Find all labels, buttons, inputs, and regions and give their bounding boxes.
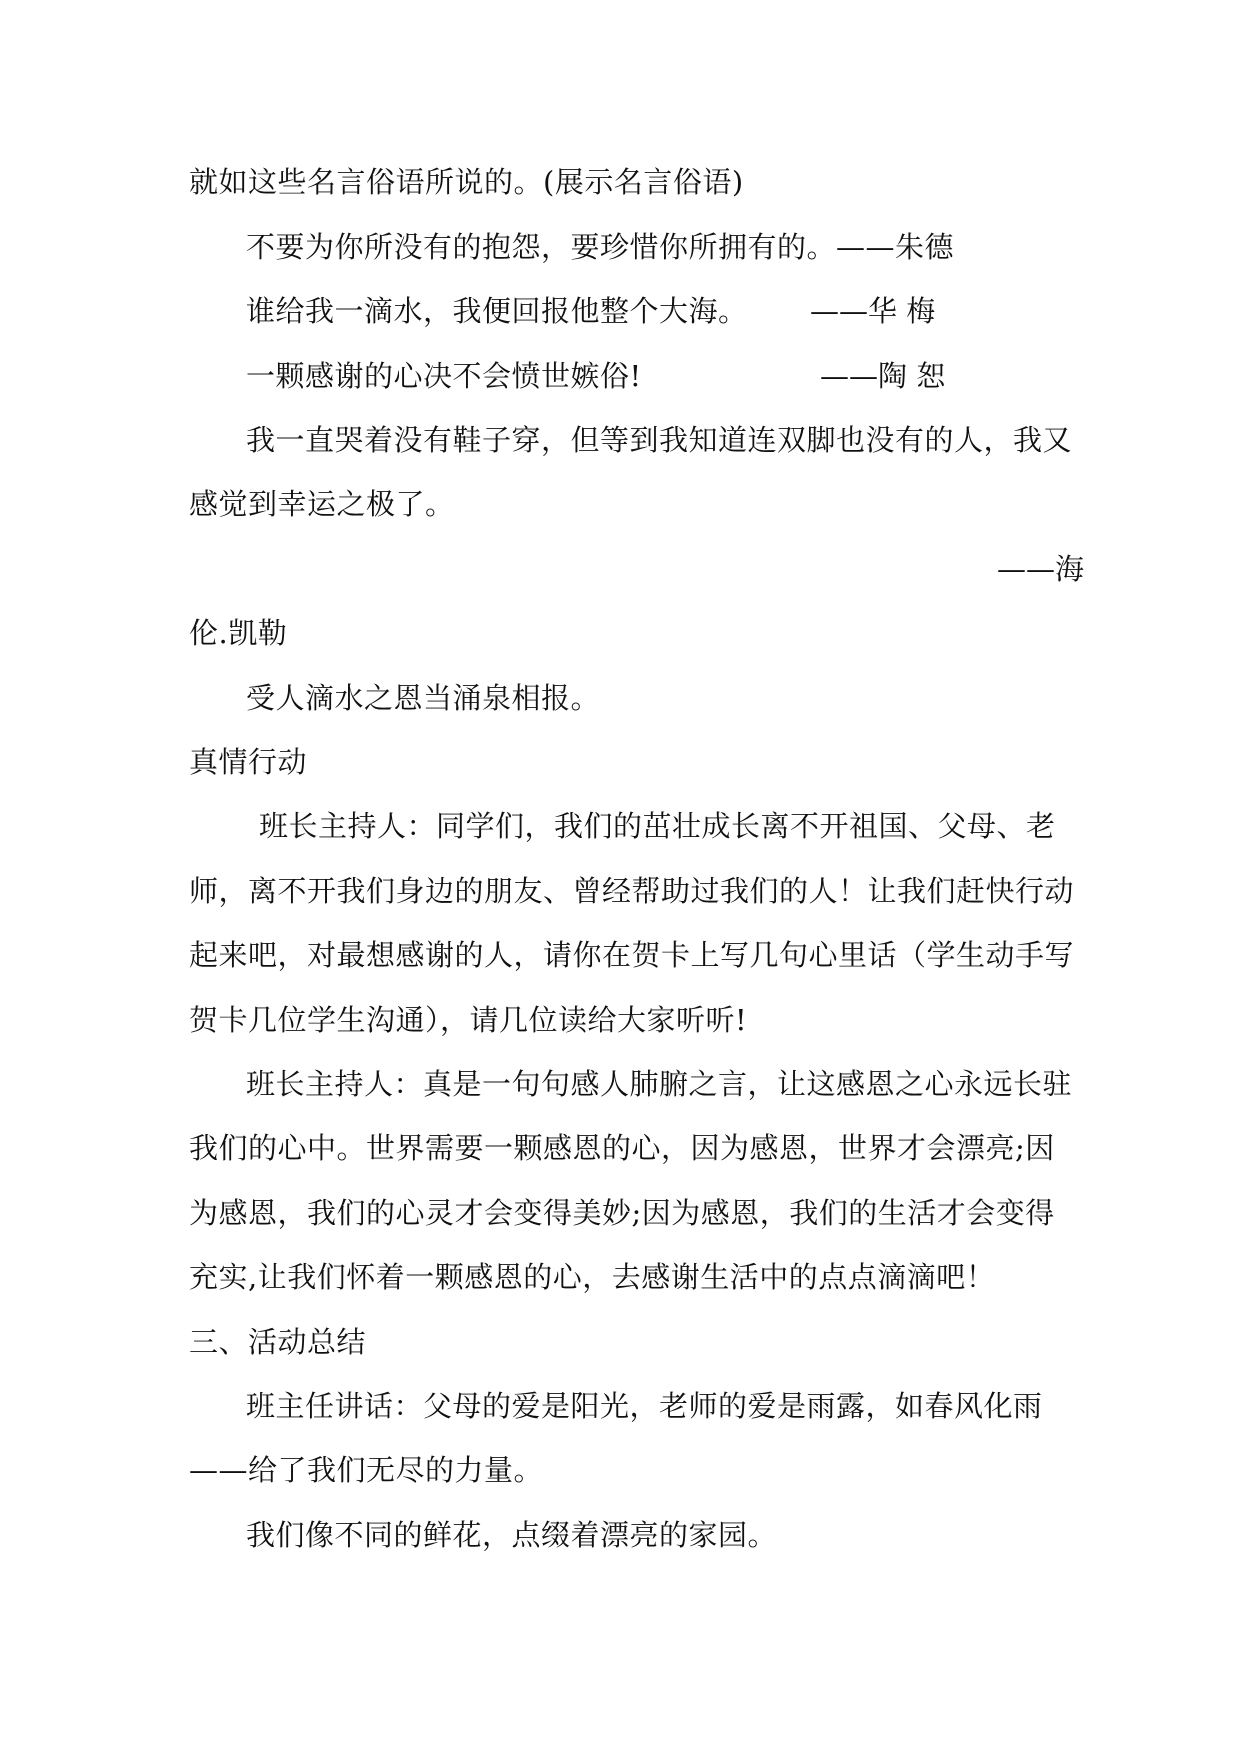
quote-hua-mei: 谁给我一滴水，我便回报他整个大海。 — [246, 294, 748, 328]
attribution-helen-keller-part1: ——海 — [997, 552, 1085, 586]
paragraph-teacher-line2: ——给了我们无尽的力量。 — [189, 1453, 544, 1487]
paragraph-host-2-line1: 班长主持人：真是一句句感人肺腑之言，让这感恩之心永远长驻 — [246, 1067, 1073, 1101]
paragraph-host-2-line2: 我们的心中。世界需要一颗感恩的心，因为感恩，世界才会漂亮;因 — [189, 1131, 1055, 1165]
quote-tao-zhu: 一颗感谢的心决不会愤世嫉俗! — [246, 359, 642, 393]
paragraph-host-2-line3: 为感恩，我们的心灵才会变得美妙;因为感恩，我们的生活才会变得 — [189, 1196, 1055, 1230]
paragraph-host-1-line3: 起来吧，对最想感谢的人，请你在贺卡上写几句心里话（学生动手写 — [189, 938, 1075, 972]
paragraph-intro: 就如这些名言俗语所说的。(展示名言俗语) — [189, 165, 744, 199]
section-heading-summary: 三、活动总结 — [189, 1325, 367, 1359]
paragraph-host-1-line1: 班长主持人：同学们，我们的茁壮成长离不开祖国、父母、老 — [259, 809, 1056, 843]
attribution-tao-zhu: ——陶 恕 — [820, 359, 946, 393]
paragraph-teacher-line1: 班主任讲话：父母的爱是阳光，老师的爱是雨露，如春风化雨 — [246, 1389, 1043, 1423]
quote-helen-keller-line1: 我一直哭着没有鞋子穿，但等到我知道连双脚也没有的人，我又 — [246, 423, 1073, 457]
paragraph-closing: 我们像不同的鲜花，点缀着漂亮的家园。 — [246, 1518, 778, 1552]
paragraph-host-2-line4: 充实,让我们怀着一颗感恩的心，去感谢生活中的点点滴滴吧！ — [189, 1260, 996, 1294]
section-heading-action: 真情行动 — [189, 745, 308, 779]
attribution-helen-keller-part2: 伦.凯勒 — [189, 616, 288, 650]
proverb-line: 受人滴水之恩当涌泉相报。 — [246, 681, 601, 715]
attribution-hua-mei: ——华 梅 — [810, 294, 936, 328]
quote-helen-keller-line2: 感觉到幸运之极了。 — [189, 487, 455, 521]
quote-zhu-de: 不要为你所没有的抱怨，要珍惜你所拥有的。——朱德 — [246, 230, 955, 264]
paragraph-host-1-line2: 师，离不开我们身边的朋友、曾经帮助过我们的人！让我们赶快行动 — [189, 874, 1075, 908]
paragraph-host-1-line4: 贺卡几位学生沟通），请几位读给大家听听! — [189, 1003, 748, 1037]
